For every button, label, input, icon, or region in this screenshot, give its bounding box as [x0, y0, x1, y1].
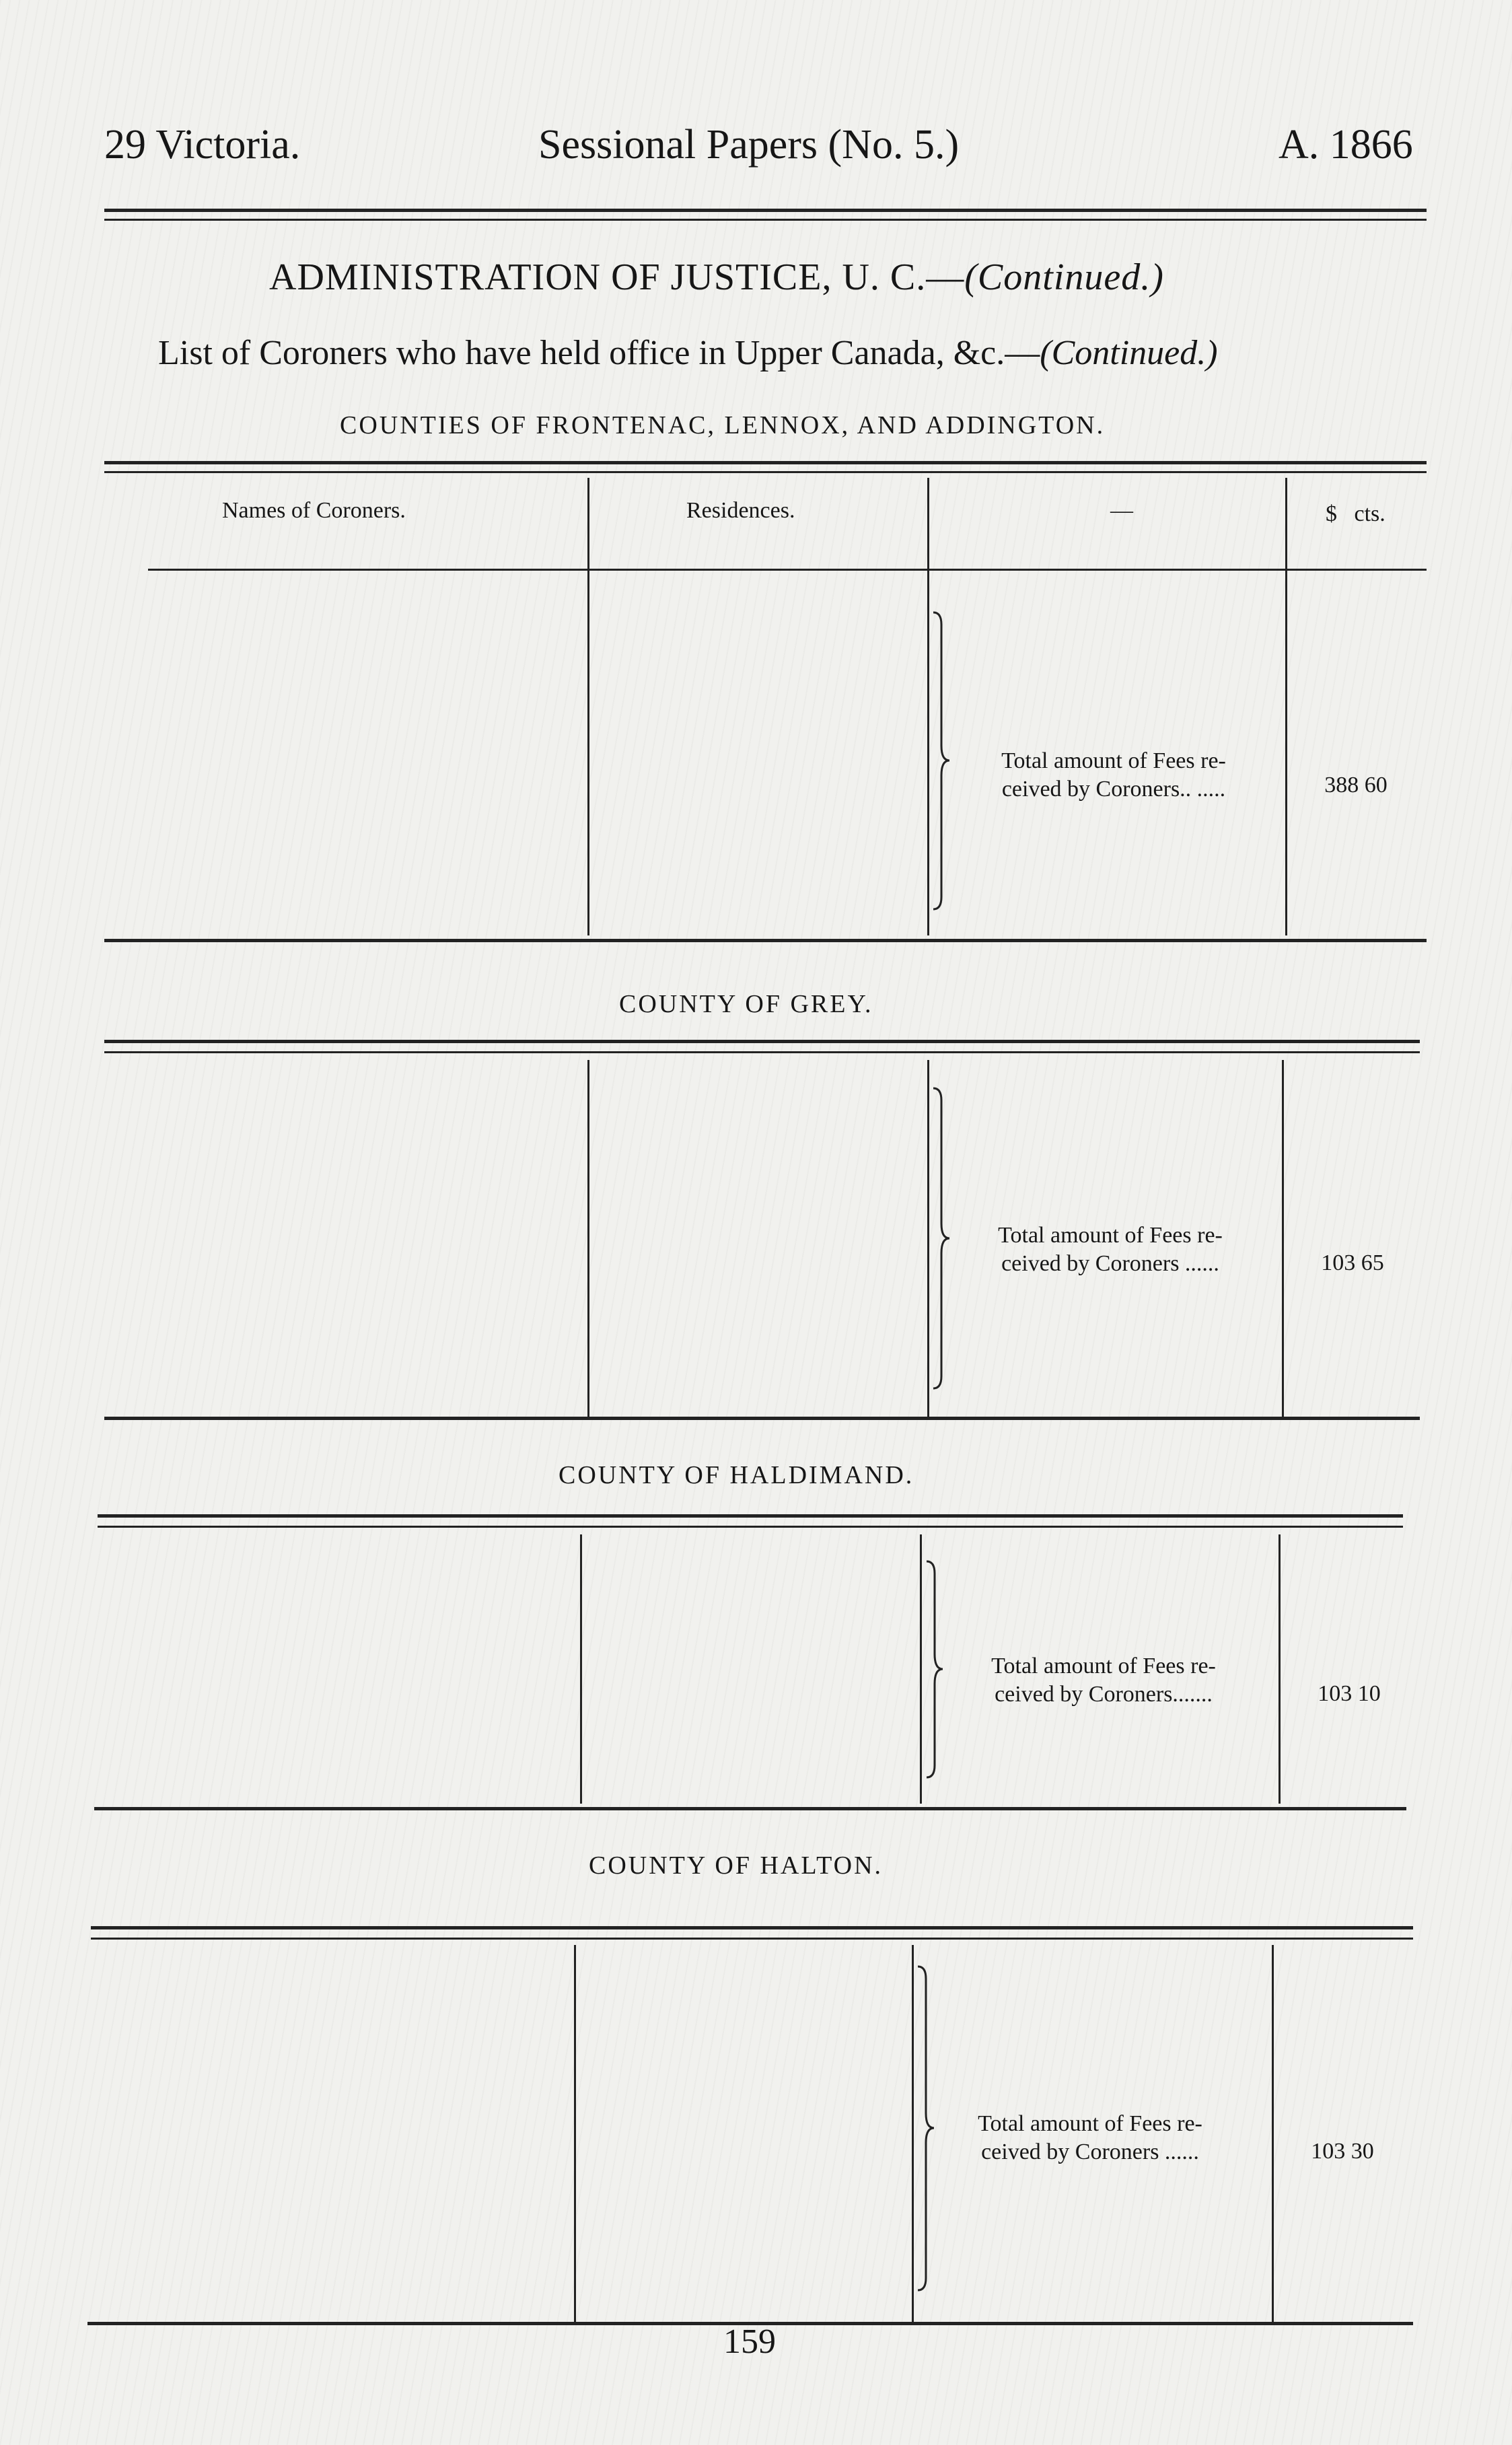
column-header-dash: — [1110, 498, 1133, 523]
table-rule [104, 1051, 1420, 1053]
column-divider [1285, 478, 1287, 935]
column-header-names: Names of Coroners. [222, 498, 406, 523]
table-rule [104, 471, 1427, 473]
column-divider [1279, 1534, 1281, 1804]
total-fees-line1: Total amount of Fees re- [1001, 748, 1226, 773]
section-heading-haldimand: COUNTY OF HALDIMAND. [559, 1461, 914, 1489]
header-rule-top [104, 209, 1427, 212]
page-number: 159 [723, 2323, 776, 2361]
document-title-continued: (Continued.) [964, 256, 1164, 298]
header-left: 29 Victoria. [104, 122, 301, 168]
table-rule [104, 1040, 1420, 1043]
amount-haldimand: 103 10 [1318, 1681, 1381, 1706]
column-divider [912, 1945, 914, 2322]
table-rule [98, 1526, 1403, 1528]
table-rule [104, 461, 1427, 464]
total-fees-grey [935, 1221, 1285, 1278]
column-header-rule [148, 569, 1427, 571]
table-bottom-rule [104, 1417, 1420, 1420]
table-bottom-rule [104, 939, 1427, 942]
header-right: A. 1866 [1279, 122, 1413, 168]
amount-halton: 103 30 [1311, 2139, 1374, 2164]
document-title-text: ADMINISTRATION OF JUSTICE, U. C.— [269, 256, 965, 298]
document-title [269, 256, 1164, 299]
total-fees-frontenac [939, 747, 1289, 804]
total-fees-haldimand [929, 1652, 1279, 1709]
cents-label: cts. [1354, 501, 1385, 526]
column-divider [920, 1534, 922, 1804]
total-fees-line2: ceived by Coroners....... [995, 1682, 1213, 1707]
subtitle-text: of Coroners who have held office in Upper Canada, &c.— [212, 334, 1040, 372]
subtitle-continued: (Continued.) [1040, 334, 1218, 372]
column-divider [580, 1534, 582, 1804]
subtitle-prefix: List [158, 334, 213, 372]
total-fees-line1: Total amount of Fees re- [998, 1223, 1223, 1248]
header-rule-bottom [104, 219, 1427, 221]
amount-grey: 103 65 [1321, 1250, 1384, 1275]
column-divider [587, 1060, 589, 1417]
header-center: Sessional Papers (No. 5.) [538, 122, 960, 168]
table-bottom-rule [94, 1807, 1406, 1810]
section-heading-frontenac: COUNTIES OF FRONTENAC, LENNOX, AND ADDINGTON. [340, 411, 1106, 439]
dollar-sign: $ [1326, 501, 1337, 526]
column-divider [587, 478, 589, 935]
column-divider [927, 1060, 929, 1417]
column-divider [1272, 1945, 1274, 2322]
section-heading-grey: COUNTY OF GREY. [619, 990, 873, 1018]
column-header-residences: Residences. [686, 498, 795, 523]
total-fees-line2: ceived by Coroners.. ..... [1001, 777, 1226, 802]
section-heading-halton: COUNTY OF HALTON. [589, 1851, 884, 1880]
total-fees-line1: Total amount of Fees re- [991, 1654, 1216, 1678]
table-rule [91, 1938, 1413, 1940]
amount-frontenac: 388 60 [1324, 773, 1388, 798]
table-rule [91, 1926, 1413, 1929]
table-rule [98, 1514, 1403, 1518]
column-divider [927, 478, 929, 935]
document-subtitle [158, 333, 1218, 373]
total-fees-halton [915, 2110, 1265, 2166]
column-divider [574, 1945, 576, 2322]
total-fees-line2: ceived by Coroners ...... [981, 2139, 1199, 2164]
column-header-dollars [1326, 501, 1385, 527]
total-fees-line2: ceived by Coroners ...... [1001, 1251, 1219, 1276]
total-fees-line1: Total amount of Fees re- [978, 2111, 1202, 2136]
